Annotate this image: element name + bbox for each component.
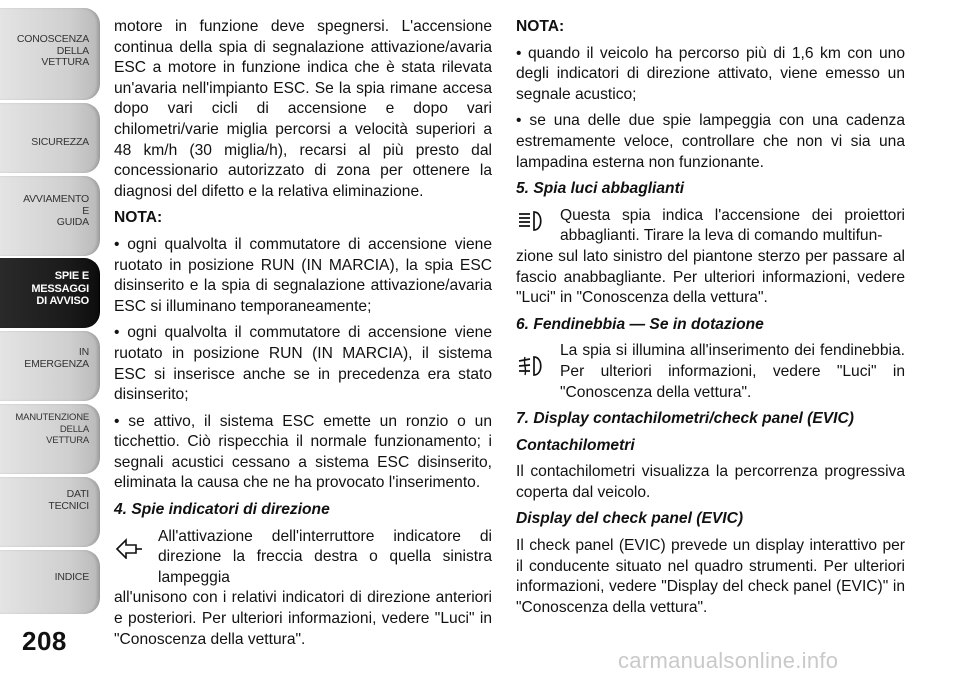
odometer-heading: Contachilometri xyxy=(516,436,635,454)
evic-text: Il check panel (EVIC) prevede un display interattivo per il conducente situato nel quadro strumenti. Per ulteriori informazioni, vedere "Display del check panel (EVIC)" in "Conoscenza della vettura". xyxy=(516,537,905,616)
right-column xyxy=(516,17,905,624)
note-heading: NOTA: xyxy=(114,209,163,227)
section-5-title: 5. Spia luci abbaglianti xyxy=(516,180,685,198)
turn-signal-arrow-icon xyxy=(114,533,144,559)
tab-manutenzione-della-vettura[interactable]: MANUTENZIONE DELLA VETTURA xyxy=(0,404,100,474)
section-6-title: 6. Fendinebbia — Se in dotazione xyxy=(516,315,764,333)
page-number: 208 xyxy=(22,626,67,656)
section-4-indented-text: All'attivazione dell'interruttore indicatore di direzione la freccia destra o quella sinistra lampeggia xyxy=(158,527,492,586)
section-5-text: zione sul lato sinistro del piantone sterzo per passare al fascio anabbagliante. Per ulteriori informazioni, vedere "Luci" in "Conoscenza della vettura". xyxy=(516,247,905,307)
section-6-body xyxy=(516,341,905,403)
section-5-indented-text: Questa spia indica l'accensione dei proiettori abbaglianti. Tirare la leva di comando multifun- xyxy=(560,206,905,245)
bullet-item: • se una delle due spie lampeggia con una cadenza estremamente veloce, controllare che non vi sia una lampadina esterna non funzionante. xyxy=(516,112,905,171)
section-6-text: La spia si illumina all'inserimento dei fendinebbia. Per ulteriori informazioni, vedere "Luci" in "Conoscenza della vettura". xyxy=(560,342,905,401)
odometer-text: Il contachilometri visualizza la percorrenza progressiva coperta dal veicolo. xyxy=(516,463,905,501)
high-beam-icon xyxy=(516,208,546,234)
section-4-text: all'unisono con i relativi indicatori di direzione anteriori e posteriori. Per ulteriori informazioni, vedere "Luci" in "Conoscenza della vettura". xyxy=(114,589,492,648)
tab-in-emergenza[interactable]: IN EMERGENZA xyxy=(0,331,100,401)
bullet-item: • quando il veicolo ha percorso più di 1,6 km con uno degli indicatori di direzione attivato, viene emesso un segnale acustico; xyxy=(516,44,905,103)
evic-heading: Display del check panel (EVIC) xyxy=(516,510,744,528)
section-5-body xyxy=(516,206,905,309)
note-heading: NOTA: xyxy=(516,18,565,35)
tab-dati-tecnici[interactable]: DATI TECNICI xyxy=(0,477,100,547)
tab-sicurezza[interactable]: SICUREZZA xyxy=(0,103,100,173)
left-column xyxy=(114,17,492,656)
watermark: carmanualsonline.info xyxy=(618,648,839,673)
fog-light-icon xyxy=(516,353,546,379)
tab-spie-e-messaggi-di-avviso[interactable]: SPIE E MESSAGGI DI AVVISO xyxy=(0,258,100,328)
section-4-title: 4. Spie indicatori di direzione xyxy=(114,501,330,519)
tab-avviamento-e-guida[interactable]: AVVIAMENTO E GUIDA xyxy=(0,176,100,256)
chapter-tabs xyxy=(0,0,104,678)
tab-conoscenza-della-vettura[interactable]: CONOSCENZA DELLA VETTURA xyxy=(0,8,100,100)
bullet-item: • ogni qualvolta il commutatore di accensione viene ruotato in posizione RUN (IN MARCIA), il sistema ESC si inserisce anche se in precedenza era stato disinserito; xyxy=(114,324,492,404)
tab-indice[interactable]: INDICE xyxy=(0,550,100,614)
intro-paragraph: motore in funzione deve spegnersi. L'accensione continua della spia di segnalazione attivazione/avaria ESC a motore in funzione indica che è stata rilevata un'avaria nell'impianto ESC. Se la spia rimane accesa dopo vari cicli di accensione e dopo vari chilometri/varie miglia percorsi a velocità superiori a 48 km/h (30 miglia/h), recarsi al più presto dal concessionario autorizzato di zona per ottenere la diagnosi del difetto e la relativa eliminazione. xyxy=(114,18,492,200)
bullet-item: • se attivo, il sistema ESC emette un ronzio o un ticchettio. Ciò rispecchia il normale funzionamento; i segnali acustici cessano a sistema ESC disinserito, eliminata la causa che ne ha provocato l'inserimento. xyxy=(114,412,492,492)
section-4-body xyxy=(114,527,492,651)
section-7-title: 7. Display contachilometri/check panel (EVIC) xyxy=(516,410,854,428)
bullet-item: • ogni qualvolta il commutatore di accensione viene ruotato in posizione RUN (IN MARCIA), la spia ESC disinserito e la spia di segnalazione attivazione/avaria ESC si illuminano temporaneamente; xyxy=(114,235,492,315)
